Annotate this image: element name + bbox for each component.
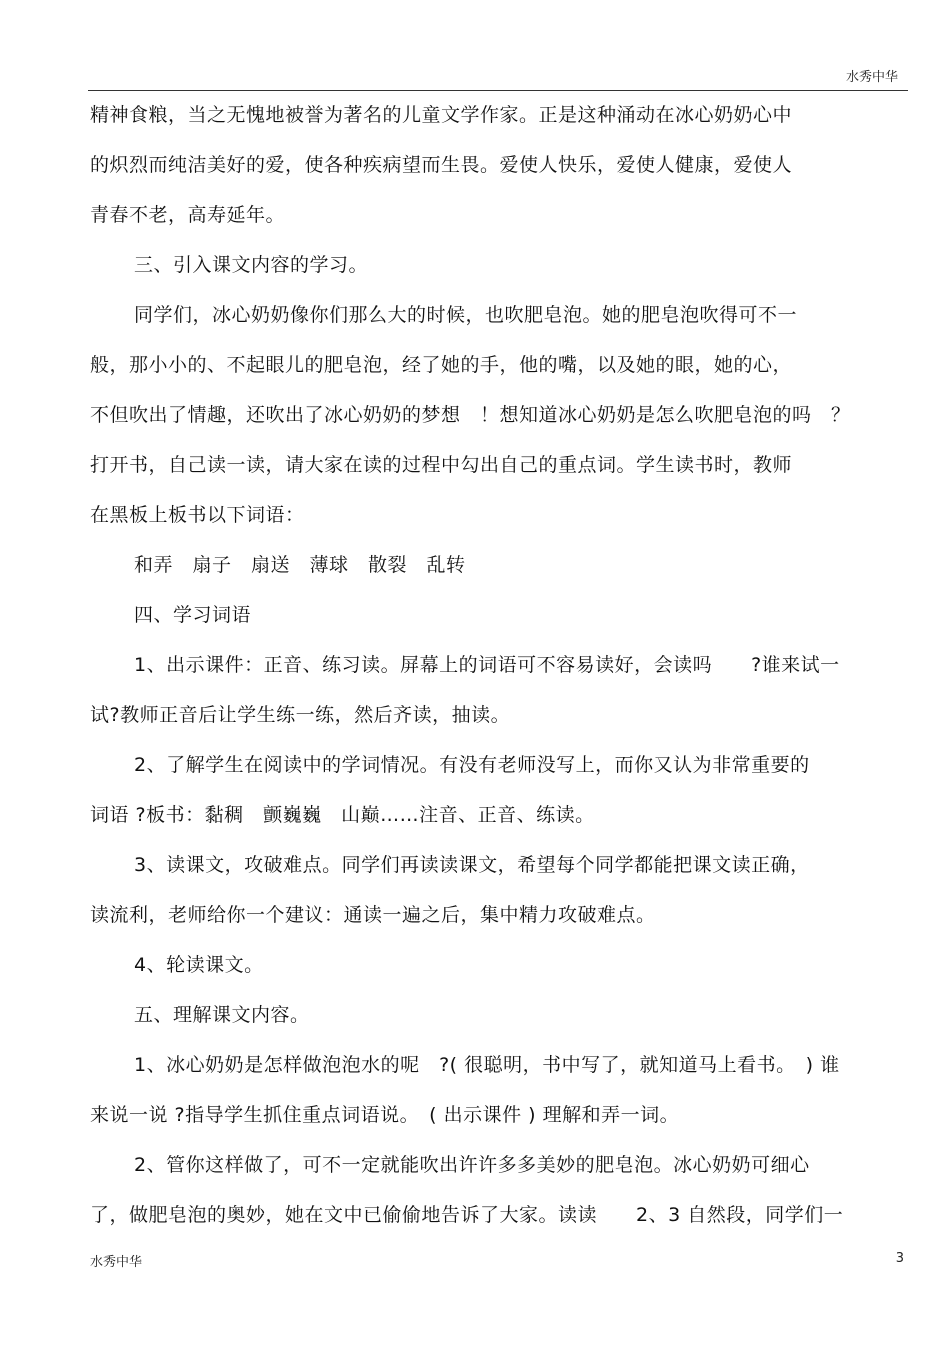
text-line: 精神食粮，当之无愧地被誉为著名的儿童文学作家。正是这种涌动在冰心奶奶心中 [90,104,793,126]
header-divider [88,90,908,91]
text-line: 般，那小小的、不起眼儿的肥皂泡，经了她的手，他的嘴，以及她的眼，她的心， [90,354,793,376]
text-line: 4、轮读课文。 [134,954,264,976]
text-line: 同学们，冰心奶奶像你们那么大的时候，也吹肥皂泡。她的肥皂泡吹得可不一 [134,304,798,326]
text-line: 了，做肥皂泡的奥妙，她在文中已偷偷地告诉了大家。读读 2、3 自然段，同学们一 [90,1204,844,1226]
text-line: 青春不老，高寿延年。 [90,204,286,226]
text-line: 1、出示课件：正音、练习读。屏幕上的词语可不容易读好，会读吗 ?谁来试一 [134,654,840,676]
header-text: 水秀中华 [845,70,898,85]
text-line: 1、冰心奶奶是怎样做泡泡水的呢 ?( 很聪明，书中写了，就知道马上看书。 ) 谁 [134,1054,840,1076]
text-line: 打开书，自己读一读，请大家在读的过程中勾出自己的重点词。学生读书时，教师 [90,454,793,476]
text-line: 不但吹出了情趣，还吹出了冰心奶奶的梦想 ！想知道冰心奶奶是怎么吹肥皂泡的吗 ？ [90,404,851,426]
vocabulary-list: 和弄 扇子 扇送 薄球 散裂 乱转 [134,554,466,576]
text-line: 的炽烈而纯洁美好的爱，使各种疾病望而生畏。爱使人快乐，爱使人健康，爱使人 [90,154,793,176]
text-line: 试?教师正音后让学生练一练，然后齐读，抽读。 [90,704,511,726]
footer-text: 水秀中华 [90,1255,143,1270]
text-line: 2、了解学生在阅读中的学词情况。有没有老师没写上，而你又认为非常重要的 [134,754,810,776]
text-line: 来说一说 ?指导学生抓住重点词语说。 ( 出示课件 ) 理解和弄一词。 [90,1104,680,1126]
text-line: 词语 ?板书：黏稠 颤巍巍 山巅……注音、正音、练读。 [90,804,595,826]
section-heading: 五、理解课文内容。 [134,1004,310,1026]
text-line: 3、读课文，攻破难点。同学们再读读课文，希望每个同学都能把课文读正确， [134,854,810,876]
section-heading: 三、引入课文内容的学习。 [134,254,369,276]
text-line: 2、管你这样做了，可不一定就能吹出许许多多美妙的肥皂泡。冰心奶奶可细心 [134,1154,810,1176]
text-line: 在黑板上板书以下词语： [90,504,305,526]
text-line: 读流利，老师给你一个建议：通读一遍之后，集中精力攻破难点。 [90,904,656,926]
page-number: 3 [895,1251,904,1266]
section-heading: 四、学习词语 [134,604,252,626]
